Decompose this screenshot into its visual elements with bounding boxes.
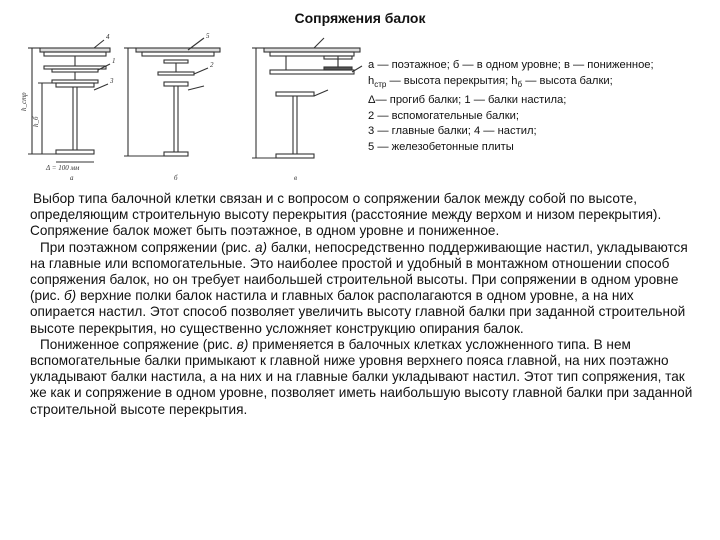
callout-2: 2: [210, 61, 214, 69]
paragraph-3: Пониженное сопряжение (рис. в) применяется в балочных клетках усложненного типа. В нем вспомогательные балки примыкают к главной ниже уровня верхнего пояса главной, на них поэтажно укладывают балки настила, а на них и на главные балки укладывают настил. Этот тип сопряжения, так же как и сопряжение в одном уровне, позволяет иметь наибольшую высоту главной балки при заданной строительной высоте перекрытия.: [30, 336, 693, 417]
page-title: Сопряжения балок: [294, 10, 426, 26]
panel-a-drawing: [28, 40, 110, 162]
callout-5: 5: [206, 32, 210, 40]
paragraph-1: Выбор типа балочной клетки связан и с вопросом о сопряжении балок между собой по высоте, определяющим строительную высоту перекрытия (расстояние между верхом и низом перекрытия). Сопряжение балок может быть поэтажное, в одном уровне и пониженное.: [30, 191, 662, 239]
panel-c-drawing: [252, 38, 362, 158]
dimension-label: Δ = 100 мм: [46, 164, 80, 172]
paragraph-2: При поэтажном сопряжении (рис. а) балки, непосредственно поддерживающие настил, укладываются на главные или вспомогательные. Это наиболее простой и удобный в монтажном отношении способ сопряжения балок, но он требует наибольшей строительной высоты. При сопряжении в одном уровне (рис. б) верхние полки балок настила и главных балок располагаются в одном уровне, а на них опирается настил. Этот способ позволяет увеличить высоту главной балки при заданной строительной высоте перекрытия, но существенно усложняет конструкцию опирания балок.: [30, 239, 688, 336]
callout-4: 4: [106, 33, 110, 41]
panel-label-c: в: [294, 174, 298, 180]
callout-3: 3: [110, 77, 114, 85]
panel-b-drawing: [124, 38, 220, 156]
legend-line: $h_{стр}$ — высота перекрытия; $h_б$ — высота балки;: [368, 74, 613, 90]
legend-line: а — поэтажное; б — в одном уровне; в — пониженное;: [368, 59, 654, 71]
legend-line: 2 — вспомогательные балки;: [368, 109, 519, 122]
legend-line: Δ— прогиб балки; 1 — балки настила;: [368, 93, 567, 106]
panel-label-a: а: [70, 174, 74, 180]
callout-1: 1: [112, 57, 116, 65]
figure-legend: [368, 58, 713, 156]
hb-label: h_б: [32, 116, 40, 127]
beam-connections-figure: [18, 30, 368, 180]
legend-line: 5 — железобетонные плиты: [368, 141, 514, 154]
hctr-label: h_стр: [20, 92, 28, 111]
legend-line: 3 — главные балки; 4 — настил;: [368, 125, 537, 138]
body-text: [30, 191, 700, 418]
panel-label-b: б: [174, 174, 178, 180]
